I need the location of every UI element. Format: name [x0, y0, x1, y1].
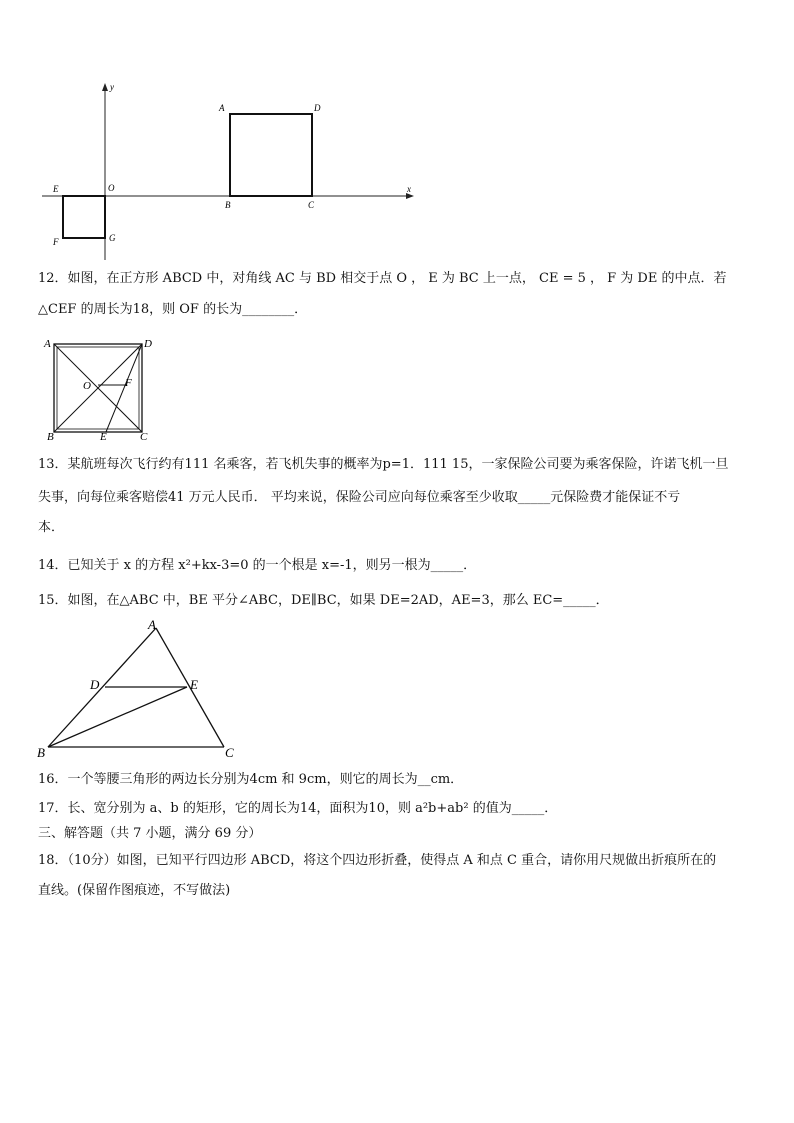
segment-de	[106, 344, 142, 432]
section-title: 三、解答题（共 7 小题，满分 69 分）	[38, 826, 262, 841]
label-a: A	[148, 617, 156, 632]
label-c: C	[140, 431, 148, 443]
q14-line1: 14．已知关于 x 的方程 x²+kx-3=0 的一个根是 x=-1，则另一根为_____．	[38, 558, 477, 573]
q13-line3: 本．	[38, 520, 65, 535]
label-y: y	[110, 82, 114, 92]
label-a: A	[44, 338, 51, 350]
square-diagonal-figure	[40, 334, 160, 444]
label-b: B	[37, 745, 45, 760]
label-e: E	[53, 184, 59, 194]
y-axis-arrow	[102, 83, 108, 91]
label-e: E	[190, 677, 198, 692]
label-f: F	[125, 377, 132, 389]
label-a: A	[219, 103, 225, 113]
q18-line1: 18．（10分）如图，已知平行四边形 ABCD，将这个四边形折叠，使得点 A 和点 C 重合，请你用尺规做出折痕所在的	[38, 853, 717, 868]
triangle-figure	[34, 616, 244, 762]
label-x: x	[407, 184, 411, 194]
label-d: D	[144, 338, 152, 350]
coordinate-figure	[36, 78, 426, 264]
q17-line1: 17．长、宽分别为 a、b 的矩形，它的周长为14，面积为10，则 a²b+ab² 的值为_____．	[38, 801, 558, 816]
label-f: F	[53, 237, 59, 247]
label-g: G	[109, 233, 116, 243]
square-efgo	[63, 196, 105, 238]
q16-line1: 16．一个等腰三角形的两边长分别为4cm 和 9cm，则它的周长为__cm．	[38, 772, 464, 787]
label-b: B	[225, 200, 231, 210]
q13-line2: 失事，向每位乘客赔偿41 万元人民币． 平均来说，保险公司应向每位乘客至少收取_____元保险费才能保证不亏	[38, 490, 681, 505]
label-c: C	[308, 200, 315, 210]
label-d: D	[314, 103, 321, 113]
q15-line1: 15．如图，在△ABC 中，BE 平分∠ABC，DE∥BC，如果 DE=2AD，AE=3，那么 EC=_____．	[38, 593, 609, 608]
label-o: O	[108, 183, 115, 193]
label-b: B	[47, 431, 54, 443]
q12-line2: △CEF 的周长为18，则 OF 的长为________．	[38, 302, 308, 317]
q13-line1: 13．某航班每次飞行约有111 名乘客，若飞机失事的概率为p=1．111 15，一家保险公司要为乘客保险，许诺飞机一旦	[38, 457, 729, 472]
q12-line1: 12．如图，在正方形 ABCD 中，对角线 AC 与 BD 相交于点 O ， E 为 BC 上一点， CE = 5 ， F 为 DE 的中点．若	[38, 271, 727, 286]
label-o: O	[83, 380, 91, 392]
q18-line2: 直线。(保留作图痕迹，不写做法)	[38, 883, 231, 898]
label-d: D	[90, 677, 100, 692]
segment-be	[48, 687, 187, 747]
square-abcd	[230, 114, 312, 196]
label-c: C	[225, 745, 234, 760]
label-e: E	[100, 431, 107, 443]
